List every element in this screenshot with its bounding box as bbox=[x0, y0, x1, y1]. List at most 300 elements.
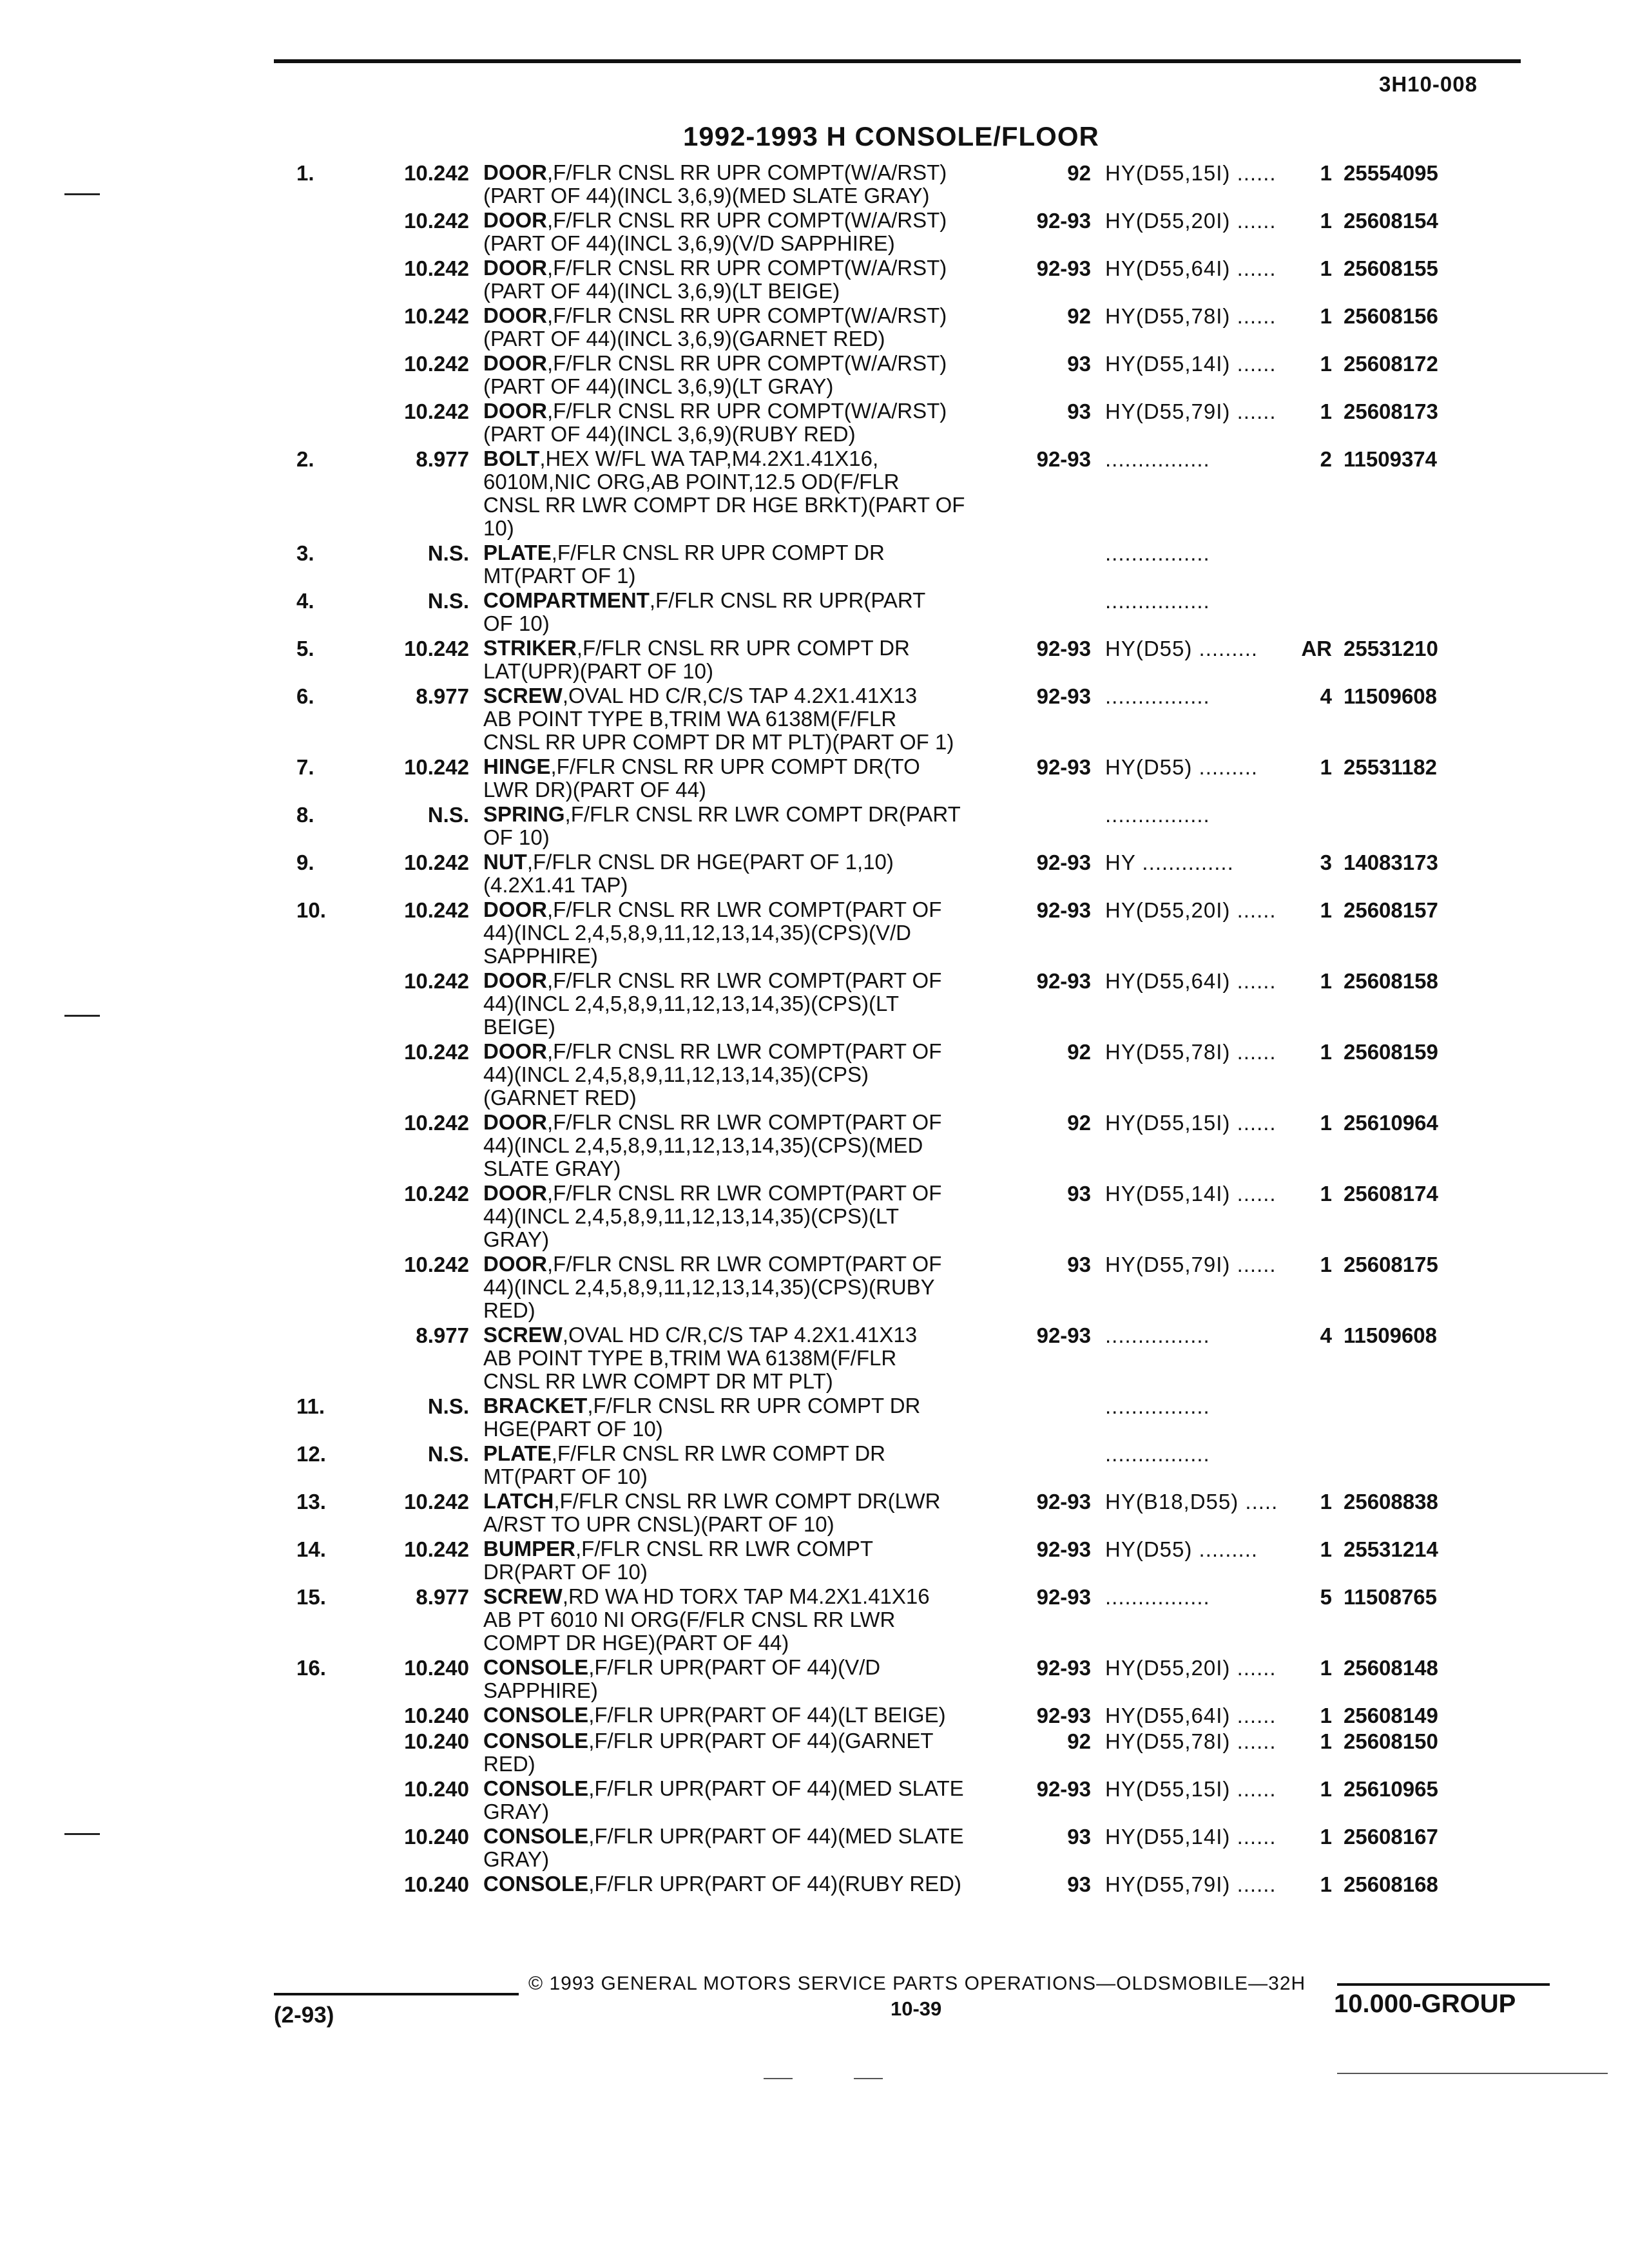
description-text: ,F/FLR CNSL RR LWR COMPT(PART OF bbox=[547, 1252, 942, 1276]
parts-row bbox=[296, 1253, 1553, 1322]
item-number: 10. bbox=[296, 898, 326, 922]
description-text: ,F/FLR CNSL RR UPR COMPT(W/A/RST) bbox=[547, 303, 947, 327]
description-line: (PART OF 44)(INCL 3,6,9)(LT BEIGE) bbox=[483, 279, 840, 303]
part-number: 25608174 bbox=[1344, 1182, 1438, 1206]
description-line: AB POINT TYPE B,TRIM WA 6138M(F/FLR bbox=[483, 707, 897, 731]
part-description bbox=[483, 541, 1028, 588]
part-number: 25531214 bbox=[1344, 1537, 1438, 1561]
quantity: 1 bbox=[1320, 352, 1332, 376]
part-description bbox=[483, 1777, 1028, 1823]
quantity: AR bbox=[1301, 637, 1332, 660]
description-text: ,F/FLR CNSL RR UPR COMPT DR bbox=[576, 636, 910, 660]
group-number: 10.242 bbox=[404, 1111, 469, 1135]
part-number: 25608148 bbox=[1344, 1656, 1438, 1680]
model-year: 93 bbox=[1067, 399, 1091, 423]
description-line bbox=[483, 304, 1028, 327]
model-year: 92-93 bbox=[1036, 1704, 1091, 1727]
description-text: ,RD WA HD TORX TAP M4.2X1.41X16 bbox=[562, 1584, 930, 1608]
model-code: HY(D55,79I) ...... bbox=[1105, 1872, 1277, 1896]
model-year: 93 bbox=[1067, 352, 1091, 376]
model-code: ................ bbox=[1105, 541, 1210, 565]
part-description bbox=[483, 1537, 1028, 1584]
model-code: HY(D55,15I) ...... bbox=[1105, 1777, 1277, 1801]
quantity: 1 bbox=[1320, 399, 1332, 423]
model-year: 92-93 bbox=[1036, 898, 1091, 922]
margin-mark bbox=[64, 193, 100, 195]
model-code: ................ bbox=[1105, 684, 1210, 708]
item-number: 1. bbox=[296, 161, 314, 185]
part-description bbox=[483, 1111, 1028, 1180]
description-text: ,F/FLR UPR(PART OF 44)(RUBY RED) bbox=[588, 1872, 961, 1896]
part-name: DOOR bbox=[483, 303, 547, 327]
group-number: 8.977 bbox=[416, 1585, 469, 1609]
part-name: DOOR bbox=[483, 1181, 547, 1205]
description-line: 44)(INCL 2,4,5,8,9,11,12,13,14,35)(CPS) bbox=[483, 1062, 869, 1086]
model-code: HY(D55,14I) ...... bbox=[1105, 1182, 1277, 1206]
model-code: HY(D55,79I) ...... bbox=[1105, 1253, 1277, 1276]
part-description bbox=[483, 304, 1028, 351]
part-description bbox=[483, 1394, 1028, 1441]
model-code: HY(D55) ......... bbox=[1105, 1537, 1258, 1561]
part-number: 25608157 bbox=[1344, 898, 1438, 922]
parts-row bbox=[296, 1585, 1553, 1655]
part-name: SCREW bbox=[483, 684, 563, 707]
description-line: MT(PART OF 10) bbox=[483, 1465, 648, 1488]
model-code: HY(D55,78I) ...... bbox=[1105, 1040, 1277, 1064]
description-line: (4.2X1.41 TAP) bbox=[483, 873, 628, 897]
part-number: 25610964 bbox=[1344, 1111, 1438, 1135]
group-code: 10.000-GROUP bbox=[1334, 1990, 1516, 2018]
description-line: (PART OF 44)(INCL 3,6,9)(GARNET RED) bbox=[483, 327, 885, 351]
part-description bbox=[483, 1490, 1028, 1536]
description-line: 44)(INCL 2,4,5,8,9,11,12,13,14,35)(CPS)(LT bbox=[483, 1204, 900, 1228]
part-description bbox=[483, 1656, 1028, 1702]
group-number: 10.242 bbox=[404, 304, 469, 328]
quantity: 1 bbox=[1320, 1111, 1332, 1135]
group-number: N.S. bbox=[427, 1394, 469, 1418]
parts-row bbox=[296, 304, 1553, 351]
description-line bbox=[483, 755, 1028, 778]
model-year: 92-93 bbox=[1036, 969, 1091, 993]
description-line: 44)(INCL 2,4,5,8,9,11,12,13,14,35)(CPS)(MED bbox=[483, 1133, 923, 1157]
part-name: BOLT bbox=[483, 447, 540, 470]
model-year: 92-93 bbox=[1036, 209, 1091, 233]
description-line bbox=[483, 352, 1028, 375]
group-number: 10.242 bbox=[404, 850, 469, 874]
description-text: ,F/FLR CNSL RR UPR COMPT(W/A/RST) bbox=[547, 399, 947, 423]
description-line bbox=[483, 256, 1028, 280]
quantity: 1 bbox=[1320, 1872, 1332, 1896]
parts-row bbox=[296, 1729, 1553, 1776]
description-line bbox=[483, 898, 1028, 921]
part-name: LATCH bbox=[483, 1489, 554, 1513]
group-number: N.S. bbox=[427, 589, 469, 613]
description-line: RED) bbox=[483, 1298, 535, 1322]
description-line: (GARNET RED) bbox=[483, 1086, 637, 1110]
description-line: A/RST TO UPR CNSL)(PART OF 10) bbox=[483, 1512, 834, 1536]
description-line bbox=[483, 1442, 1028, 1465]
model-code: HY(D55,20I) ...... bbox=[1105, 1656, 1277, 1680]
footer-rule-left bbox=[274, 1993, 519, 1995]
parts-row bbox=[296, 589, 1553, 635]
model-code: ................ bbox=[1105, 1323, 1210, 1347]
item-number: 8. bbox=[296, 803, 314, 827]
part-number: 25554095 bbox=[1344, 161, 1438, 185]
description-line: GRAY) bbox=[483, 1227, 550, 1251]
item-number: 9. bbox=[296, 850, 314, 874]
description-line bbox=[483, 447, 1028, 470]
quantity: 1 bbox=[1320, 1729, 1332, 1753]
description-line bbox=[483, 399, 1028, 423]
description-text: ,F/FLR CNSL RR LWR COMPT(PART OF bbox=[547, 968, 942, 992]
group-number: N.S. bbox=[427, 541, 469, 565]
part-name: BUMPER bbox=[483, 1537, 576, 1561]
parts-row bbox=[296, 352, 1553, 398]
model-year: 92-93 bbox=[1036, 1777, 1091, 1801]
quantity: 1 bbox=[1320, 1253, 1332, 1276]
group-number: N.S. bbox=[427, 803, 469, 827]
description-text: ,F/FLR CNSL RR LWR COMPT DR bbox=[551, 1441, 885, 1465]
description-line bbox=[483, 1656, 1028, 1679]
model-code: HY .............. bbox=[1105, 850, 1234, 874]
part-number: 25608149 bbox=[1344, 1704, 1438, 1727]
item-number: 7. bbox=[296, 755, 314, 779]
description-line: LWR DR)(PART OF 44) bbox=[483, 778, 706, 802]
part-description bbox=[483, 1442, 1028, 1488]
description-line: HGE(PART OF 10) bbox=[483, 1417, 663, 1441]
part-description bbox=[483, 1040, 1028, 1110]
description-line bbox=[483, 1777, 1028, 1800]
group-number: 10.240 bbox=[404, 1777, 469, 1801]
description-line: LAT(UPR)(PART OF 10) bbox=[483, 659, 713, 683]
description-line: GRAY) bbox=[483, 1800, 550, 1823]
model-year: 92 bbox=[1067, 161, 1091, 185]
description-line: CNSL RR LWR COMPT DR HGE BRKT)(PART OF bbox=[483, 493, 965, 517]
part-description bbox=[483, 399, 1028, 446]
part-name: CONSOLE bbox=[483, 1776, 589, 1800]
description-line: 44)(INCL 2,4,5,8,9,11,12,13,14,35)(CPS)(V/D bbox=[483, 921, 911, 945]
description-line: 44)(INCL 2,4,5,8,9,11,12,13,14,35)(CPS)(LT bbox=[483, 992, 900, 1015]
model-code: HY(B18,D55) ..... bbox=[1105, 1490, 1278, 1514]
parts-row bbox=[296, 161, 1553, 207]
model-code: ................ bbox=[1105, 447, 1210, 471]
item-number: 6. bbox=[296, 684, 314, 708]
model-code: HY(D55,15I) ...... bbox=[1105, 1111, 1277, 1135]
model-year: 92-93 bbox=[1036, 1656, 1091, 1680]
model-year: 92-93 bbox=[1036, 1537, 1091, 1561]
description-line: SAPPHIRE) bbox=[483, 1678, 598, 1702]
part-description bbox=[483, 447, 1028, 540]
description-text: ,F/FLR CNSL RR LWR COMPT DR(LWR bbox=[554, 1489, 941, 1513]
quantity: 1 bbox=[1320, 1182, 1332, 1206]
part-description bbox=[483, 1585, 1028, 1655]
group-number: 10.242 bbox=[404, 161, 469, 185]
quantity: 1 bbox=[1320, 161, 1332, 185]
part-number: 14083173 bbox=[1344, 850, 1438, 874]
part-name: STRIKER bbox=[483, 636, 577, 660]
description-line bbox=[483, 1111, 1028, 1134]
model-code: HY(D55,78I) ...... bbox=[1105, 304, 1277, 328]
description-line: CNSL RR UPR COMPT DR MT PLT)(PART OF 1) bbox=[483, 730, 954, 754]
description-line: (PART OF 44)(INCL 3,6,9)(V/D SAPPHIRE) bbox=[483, 231, 895, 255]
part-name: DOOR bbox=[483, 256, 547, 280]
description-text: ,OVAL HD C/R,C/S TAP 4.2X1.41X13 bbox=[562, 1323, 918, 1347]
parts-row bbox=[296, 1442, 1553, 1488]
parts-row bbox=[296, 399, 1553, 446]
part-description bbox=[483, 1729, 1028, 1776]
margin-mark bbox=[64, 1015, 100, 1017]
header-rule bbox=[274, 59, 1521, 63]
description-line: AB PT 6010 NI ORG(F/FLR CNSL RR LWR bbox=[483, 1608, 896, 1631]
model-code: HY(D55,79I) ...... bbox=[1105, 399, 1277, 423]
part-number: 25608167 bbox=[1344, 1825, 1438, 1849]
item-number: 13. bbox=[296, 1490, 326, 1514]
description-line bbox=[483, 161, 1028, 184]
model-year: 92-93 bbox=[1036, 1490, 1091, 1514]
model-code: HY(D55,14I) ...... bbox=[1105, 352, 1277, 376]
model-year: 92 bbox=[1067, 1111, 1091, 1135]
description-line: SLATE GRAY) bbox=[483, 1157, 621, 1180]
parts-row bbox=[296, 1040, 1553, 1110]
description-text: ,F/FLR CNSL RR UPR(PART bbox=[649, 588, 926, 612]
quantity: 3 bbox=[1320, 850, 1332, 874]
model-code: HY(D55,14I) ...... bbox=[1105, 1825, 1277, 1849]
parts-row bbox=[296, 850, 1553, 897]
model-code: HY(D55,20I) ...... bbox=[1105, 898, 1277, 922]
description-line bbox=[483, 1490, 1028, 1513]
model-code: HY(D55) ......... bbox=[1105, 755, 1258, 779]
model-code: HY(D55,78I) ...... bbox=[1105, 1729, 1277, 1753]
part-number: 25608155 bbox=[1344, 256, 1438, 280]
part-number: 11509608 bbox=[1344, 684, 1438, 708]
description-text: ,F/FLR UPR(PART OF 44)(LT BEIGE) bbox=[588, 1703, 946, 1727]
model-code: HY(D55,64I) ...... bbox=[1105, 1704, 1277, 1727]
group-number: N.S. bbox=[427, 1442, 469, 1466]
part-number: 25610965 bbox=[1344, 1777, 1438, 1801]
scan-mark bbox=[1337, 2073, 1608, 2074]
model-year: 92 bbox=[1067, 1040, 1091, 1064]
part-number: 25608159 bbox=[1344, 1040, 1438, 1064]
item-number: 11. bbox=[296, 1394, 325, 1418]
model-year: 92-93 bbox=[1036, 755, 1091, 779]
parts-row bbox=[296, 1656, 1553, 1702]
copyright-notice: © 1993 GENERAL MOTORS SERVICE PARTS OPERATIONS—OLDSMOBILE—32H bbox=[528, 1973, 1306, 1994]
model-code: ................ bbox=[1105, 1585, 1210, 1609]
part-name: SCREW bbox=[483, 1323, 563, 1347]
group-number: 10.242 bbox=[404, 209, 469, 233]
item-number: 5. bbox=[296, 637, 314, 660]
description-line bbox=[483, 1040, 1028, 1063]
part-description bbox=[483, 684, 1028, 754]
description-text: ,F/FLR CNSL RR LWR COMPT(PART OF bbox=[547, 1110, 942, 1134]
description-line: RED) bbox=[483, 1752, 535, 1776]
model-code: HY(D55,64I) ...... bbox=[1105, 969, 1277, 993]
part-number: 25608150 bbox=[1344, 1729, 1438, 1753]
group-number: 10.242 bbox=[404, 969, 469, 993]
group-number: 10.242 bbox=[404, 256, 469, 280]
group-number: 10.242 bbox=[404, 755, 469, 779]
parts-row bbox=[296, 1872, 1553, 1897]
quantity: 4 bbox=[1320, 684, 1332, 708]
group-number: 10.242 bbox=[404, 1040, 469, 1064]
parts-row bbox=[296, 1777, 1553, 1823]
part-description bbox=[483, 755, 1028, 802]
description-line: OF 10) bbox=[483, 611, 550, 635]
parts-list bbox=[296, 161, 1553, 1898]
part-description bbox=[483, 589, 1028, 635]
margin-mark bbox=[64, 1833, 100, 1835]
quantity: 1 bbox=[1320, 1490, 1332, 1514]
page-title: 1992-1993 H CONSOLE/FLOOR bbox=[683, 121, 1099, 151]
model-code: HY(D55,20I) ...... bbox=[1105, 209, 1277, 233]
group-number: 10.242 bbox=[404, 637, 469, 660]
quantity: 1 bbox=[1320, 209, 1332, 233]
description-line: AB POINT TYPE B,TRIM WA 6138M(F/FLR bbox=[483, 1346, 897, 1370]
description-text: ,F/FLR UPR(PART OF 44)(MED SLATE bbox=[588, 1776, 964, 1800]
part-name: BRACKET bbox=[483, 1394, 588, 1418]
description-line bbox=[483, 589, 1028, 612]
group-number: 10.242 bbox=[404, 898, 469, 922]
part-name: DOOR bbox=[483, 208, 547, 232]
parts-row bbox=[296, 256, 1553, 303]
part-name: DOOR bbox=[483, 1252, 547, 1276]
description-line: DR(PART OF 10) bbox=[483, 1560, 648, 1584]
part-number: 25608154 bbox=[1344, 209, 1438, 233]
description-text: ,F/FLR CNSL RR LWR COMPT(PART OF bbox=[547, 1181, 942, 1205]
group-number: 10.242 bbox=[404, 1182, 469, 1206]
model-year: 93 bbox=[1067, 1253, 1091, 1276]
group-number: 10.240 bbox=[404, 1656, 469, 1680]
scan-mark bbox=[764, 2078, 793, 2079]
part-number: 25608175 bbox=[1344, 1253, 1438, 1276]
description-text: ,F/FLR CNSL RR UPR COMPT(W/A/RST) bbox=[547, 256, 947, 280]
description-line: (PART OF 44)(INCL 3,6,9)(MED SLATE GRAY) bbox=[483, 184, 930, 207]
description-text: ,F/FLR CNSL RR UPR COMPT DR bbox=[551, 541, 885, 564]
part-name: DOOR bbox=[483, 968, 547, 992]
parts-row bbox=[296, 898, 1553, 968]
description-line bbox=[483, 850, 1028, 874]
part-description bbox=[483, 352, 1028, 398]
description-line: SAPPHIRE) bbox=[483, 944, 598, 968]
parts-row bbox=[296, 1182, 1553, 1251]
model-year: 93 bbox=[1067, 1825, 1091, 1849]
description-text: ,F/FLR CNSL RR LWR COMPT bbox=[575, 1537, 874, 1561]
model-code: HY(D55) ......... bbox=[1105, 637, 1258, 660]
description-line: GRAY) bbox=[483, 1847, 550, 1871]
item-number: 3. bbox=[296, 541, 314, 565]
part-number: 25608168 bbox=[1344, 1872, 1438, 1896]
model-year: 92 bbox=[1067, 304, 1091, 328]
item-number: 14. bbox=[296, 1537, 326, 1561]
description-text: ,F/FLR CNSL RR LWR COMPT(PART OF bbox=[547, 898, 942, 921]
quantity: 2 bbox=[1320, 447, 1332, 471]
part-name: PLATE bbox=[483, 1441, 552, 1465]
item-number: 12. bbox=[296, 1442, 326, 1466]
description-text: ,F/FLR CNSL RR LWR COMPT DR(PART bbox=[564, 802, 961, 826]
part-description bbox=[483, 161, 1028, 207]
part-number: 25531210 bbox=[1344, 637, 1438, 660]
description-line: (PART OF 44)(INCL 3,6,9)(LT GRAY) bbox=[483, 374, 834, 398]
part-number: 11508765 bbox=[1344, 1585, 1438, 1609]
description-line bbox=[483, 1585, 1028, 1608]
group-number: 10.242 bbox=[404, 1253, 469, 1276]
part-description bbox=[483, 1704, 1028, 1727]
group-number: 10.240 bbox=[404, 1872, 469, 1896]
quantity: 1 bbox=[1320, 755, 1332, 779]
part-name: DOOR bbox=[483, 898, 547, 921]
part-name: CONSOLE bbox=[483, 1824, 589, 1848]
description-line bbox=[483, 1323, 1028, 1347]
part-description bbox=[483, 1323, 1028, 1393]
description-line: CNSL RR LWR COMPT DR MT PLT) bbox=[483, 1369, 833, 1393]
page-number: 10-39 bbox=[891, 1997, 942, 2020]
quantity: 1 bbox=[1320, 304, 1332, 328]
parts-row bbox=[296, 1490, 1553, 1536]
quantity: 1 bbox=[1320, 1825, 1332, 1849]
group-number: 10.242 bbox=[404, 352, 469, 376]
item-number: 2. bbox=[296, 447, 314, 471]
part-name: DOOR bbox=[483, 399, 547, 423]
parts-row bbox=[296, 541, 1553, 588]
model-code: ................ bbox=[1105, 803, 1210, 827]
parts-row bbox=[296, 1537, 1553, 1584]
parts-row bbox=[296, 969, 1553, 1039]
part-name: CONSOLE bbox=[483, 1729, 589, 1753]
part-name: NUT bbox=[483, 850, 527, 874]
model-code: ................ bbox=[1105, 1394, 1210, 1418]
footer-rule-right bbox=[1337, 1983, 1550, 1986]
description-text: ,F/FLR CNSL DR HGE(PART OF 1,10) bbox=[526, 850, 894, 874]
description-line bbox=[483, 541, 1028, 564]
part-name: SCREW bbox=[483, 1584, 563, 1608]
part-name: COMPARTMENT bbox=[483, 588, 650, 612]
description-line bbox=[483, 1537, 1028, 1561]
model-year: 92-93 bbox=[1036, 637, 1091, 660]
part-number: 11509608 bbox=[1344, 1323, 1438, 1347]
description-line bbox=[483, 1253, 1028, 1276]
model-code: ................ bbox=[1105, 1442, 1210, 1466]
description-line bbox=[483, 969, 1028, 992]
part-name: DOOR bbox=[483, 160, 547, 184]
part-description bbox=[483, 1182, 1028, 1251]
page-code: 3H10-008 bbox=[1379, 72, 1478, 96]
description-line bbox=[483, 1729, 1028, 1753]
group-number: 10.242 bbox=[404, 399, 469, 423]
description-text: ,OVAL HD C/R,C/S TAP 4.2X1.41X13 bbox=[562, 684, 918, 707]
model-year: 92-93 bbox=[1036, 1323, 1091, 1347]
part-description bbox=[483, 803, 1028, 849]
model-year: 92 bbox=[1067, 1729, 1091, 1753]
part-name: DOOR bbox=[483, 1039, 547, 1063]
part-description bbox=[483, 1253, 1028, 1322]
description-line bbox=[483, 1872, 1028, 1896]
description-line: COMPT DR HGE)(PART OF 44) bbox=[483, 1631, 789, 1655]
item-number: 4. bbox=[296, 589, 314, 613]
quantity: 1 bbox=[1320, 1537, 1332, 1561]
group-number: 10.240 bbox=[404, 1825, 469, 1849]
description-text: ,F/FLR CNSL RR UPR COMPT DR bbox=[587, 1394, 921, 1418]
part-name: CONSOLE bbox=[483, 1703, 589, 1727]
description-text: ,HEX W/FL WA TAP,M4.2X1.41X16, bbox=[539, 447, 879, 470]
item-number: 15. bbox=[296, 1585, 326, 1609]
quantity: 4 bbox=[1320, 1323, 1332, 1347]
part-description bbox=[483, 1825, 1028, 1871]
part-name: SPRING bbox=[483, 802, 565, 826]
model-year: 93 bbox=[1067, 1872, 1091, 1896]
description-line: 6010M,NIC ORG,AB POINT,12.5 OD(F/FLR bbox=[483, 470, 900, 494]
parts-row bbox=[296, 1704, 1553, 1728]
group-number: 8.977 bbox=[416, 1323, 469, 1347]
